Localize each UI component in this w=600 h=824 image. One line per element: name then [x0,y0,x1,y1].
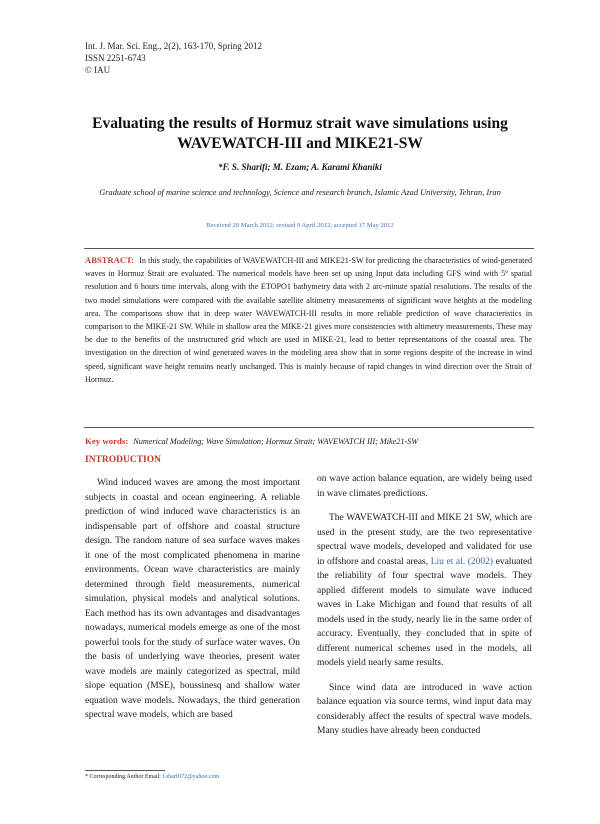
abstract-label: ABSTRACT: [85,255,135,265]
intro-paragraph-3: Since wind data are introduced in wave action balance equation via source terms, wind input data may considerably affect the results of spectral wave models. Many studies have already been conducted [317,682,532,736]
affiliation: Graduate school of marine science and technology, Science and research branch, Islamic Azad University, Tehran, Iran [99,188,501,197]
intro-paragraph-1-continued: on wave action balance equation, are widely being used in wave climates predictions. [317,474,532,499]
abstract-text: In this study, the capabilities of WAVEWATCH-III and MIKE21-SW for predicting the characteristics of wind-generated waves in Hormuz Strait are evaluated. The numerical models have been set up using Input data including GFS wind with 5º spatial resolution and 6 hours time intervals, along with the ETOPO1 bathymetry data with 2 arc-minute spatial resolutions. The results of the two model simulations were compared with the available satellite altimetry measurements of significant wave heights at the modeling area. The comparisons show that in deep water WAVEWATCH-III results in more reliable prediction of wave characteristics in comparison to the MIKE-21 SW. While in shallow area the MIKE-21 gives more consistencies with altimetry measurements. These may be due to the benefits of the unstructured grid which are used in MIKE-21, lead to better representations of the coastal area. The investigation on the direction of wind generated waves in the modeling area show that in some regions despite of the increase in wind speed, significant wave height remains nearly unchanged. This is mainly because of rapid changes in wind direction over the Strait of Hormuz. [85,256,532,384]
paper-title: Evaluating the results of Hormuz strait wave simulations using WAVEWATCH-III and MIKE21-SW [92,115,508,152]
abstract-bottom-rule [84,427,534,428]
footnote-label: * Corresponding Author Email: [85,774,161,780]
journal-copyright: © IAU [85,65,111,75]
footnote [85,774,219,780]
intro-paragraph-1: Wind induced waves are among the most important subjects in coastal and ocean engineering. A reliable prediction of wind induced wave characteristics is an indispensable part of offshore and coastal structure design. The random nature of sea surface waves makes it one of the most complicated phenomena in marine environments. Ocean wave characteristics are mainly determined through field measurements, numerical simulation, physical models and analytical solutions. Each method has its own advantages and disadvantages nowadays, numerical models emerge as one of the most powerful tools for the study of surface water waves. On the basis of underlying wave theories, present water wave models are mainly categorized as spectral, mild slope equation (MSE), boussinesq and shallow water equation wave models. Nowadays, the third generation spectral wave models, which are based [85,478,300,720]
keywords-text: Numerical Modeling; Wave Simulation; Hormuz Strait; WAVEWATCH III; Mike21-SW [133,437,419,446]
citation-link[interactable]: Liu et al. (2002) [430,556,494,567]
journal-issn: ISSN 2251-6743 [85,53,146,63]
introduction-heading: INTRODUCTION [85,455,162,465]
journal-citation: Int. J. Mar. Sci. Eng., 2(2), 163-170, Spring 2012 [85,41,262,51]
abstract-top-rule [84,248,534,249]
authors: *F. S. Sharifi; M. Ezam; A. Karami Khaniki [218,162,382,172]
keywords [85,436,418,446]
left-column [85,476,300,723]
journal-info [85,40,262,76]
footnote-rule [85,770,165,771]
intro-p2-text-after: evaluated the reliability of four spectral wave models. They applied different models to simulate wave induced waves in Lake Michigan and found that results of all models used in the study, nearly lie in the same order of accuracy. Eventually, they concluded that in spite of different numerical schemes used in the models, all models yield nearly same results. [317,556,533,668]
received-dates: Received 20 March 2012; revised 9 April 2012; accepted 17 May 2012 [206,222,394,229]
intro-paragraph-2 [317,511,532,671]
intro-p2-text-before: The WAVEWATCH-III and MIKE 21 SW, which are used in the present study, are the two representative spectral wave models, developed and validated for use in offshore and coastal areas, [317,513,532,567]
right-column [317,472,532,739]
author-email-link[interactable]: f.sharifi72@yahoo.com [162,774,220,780]
keywords-label: Key words: [85,436,129,446]
abstract [85,254,532,386]
